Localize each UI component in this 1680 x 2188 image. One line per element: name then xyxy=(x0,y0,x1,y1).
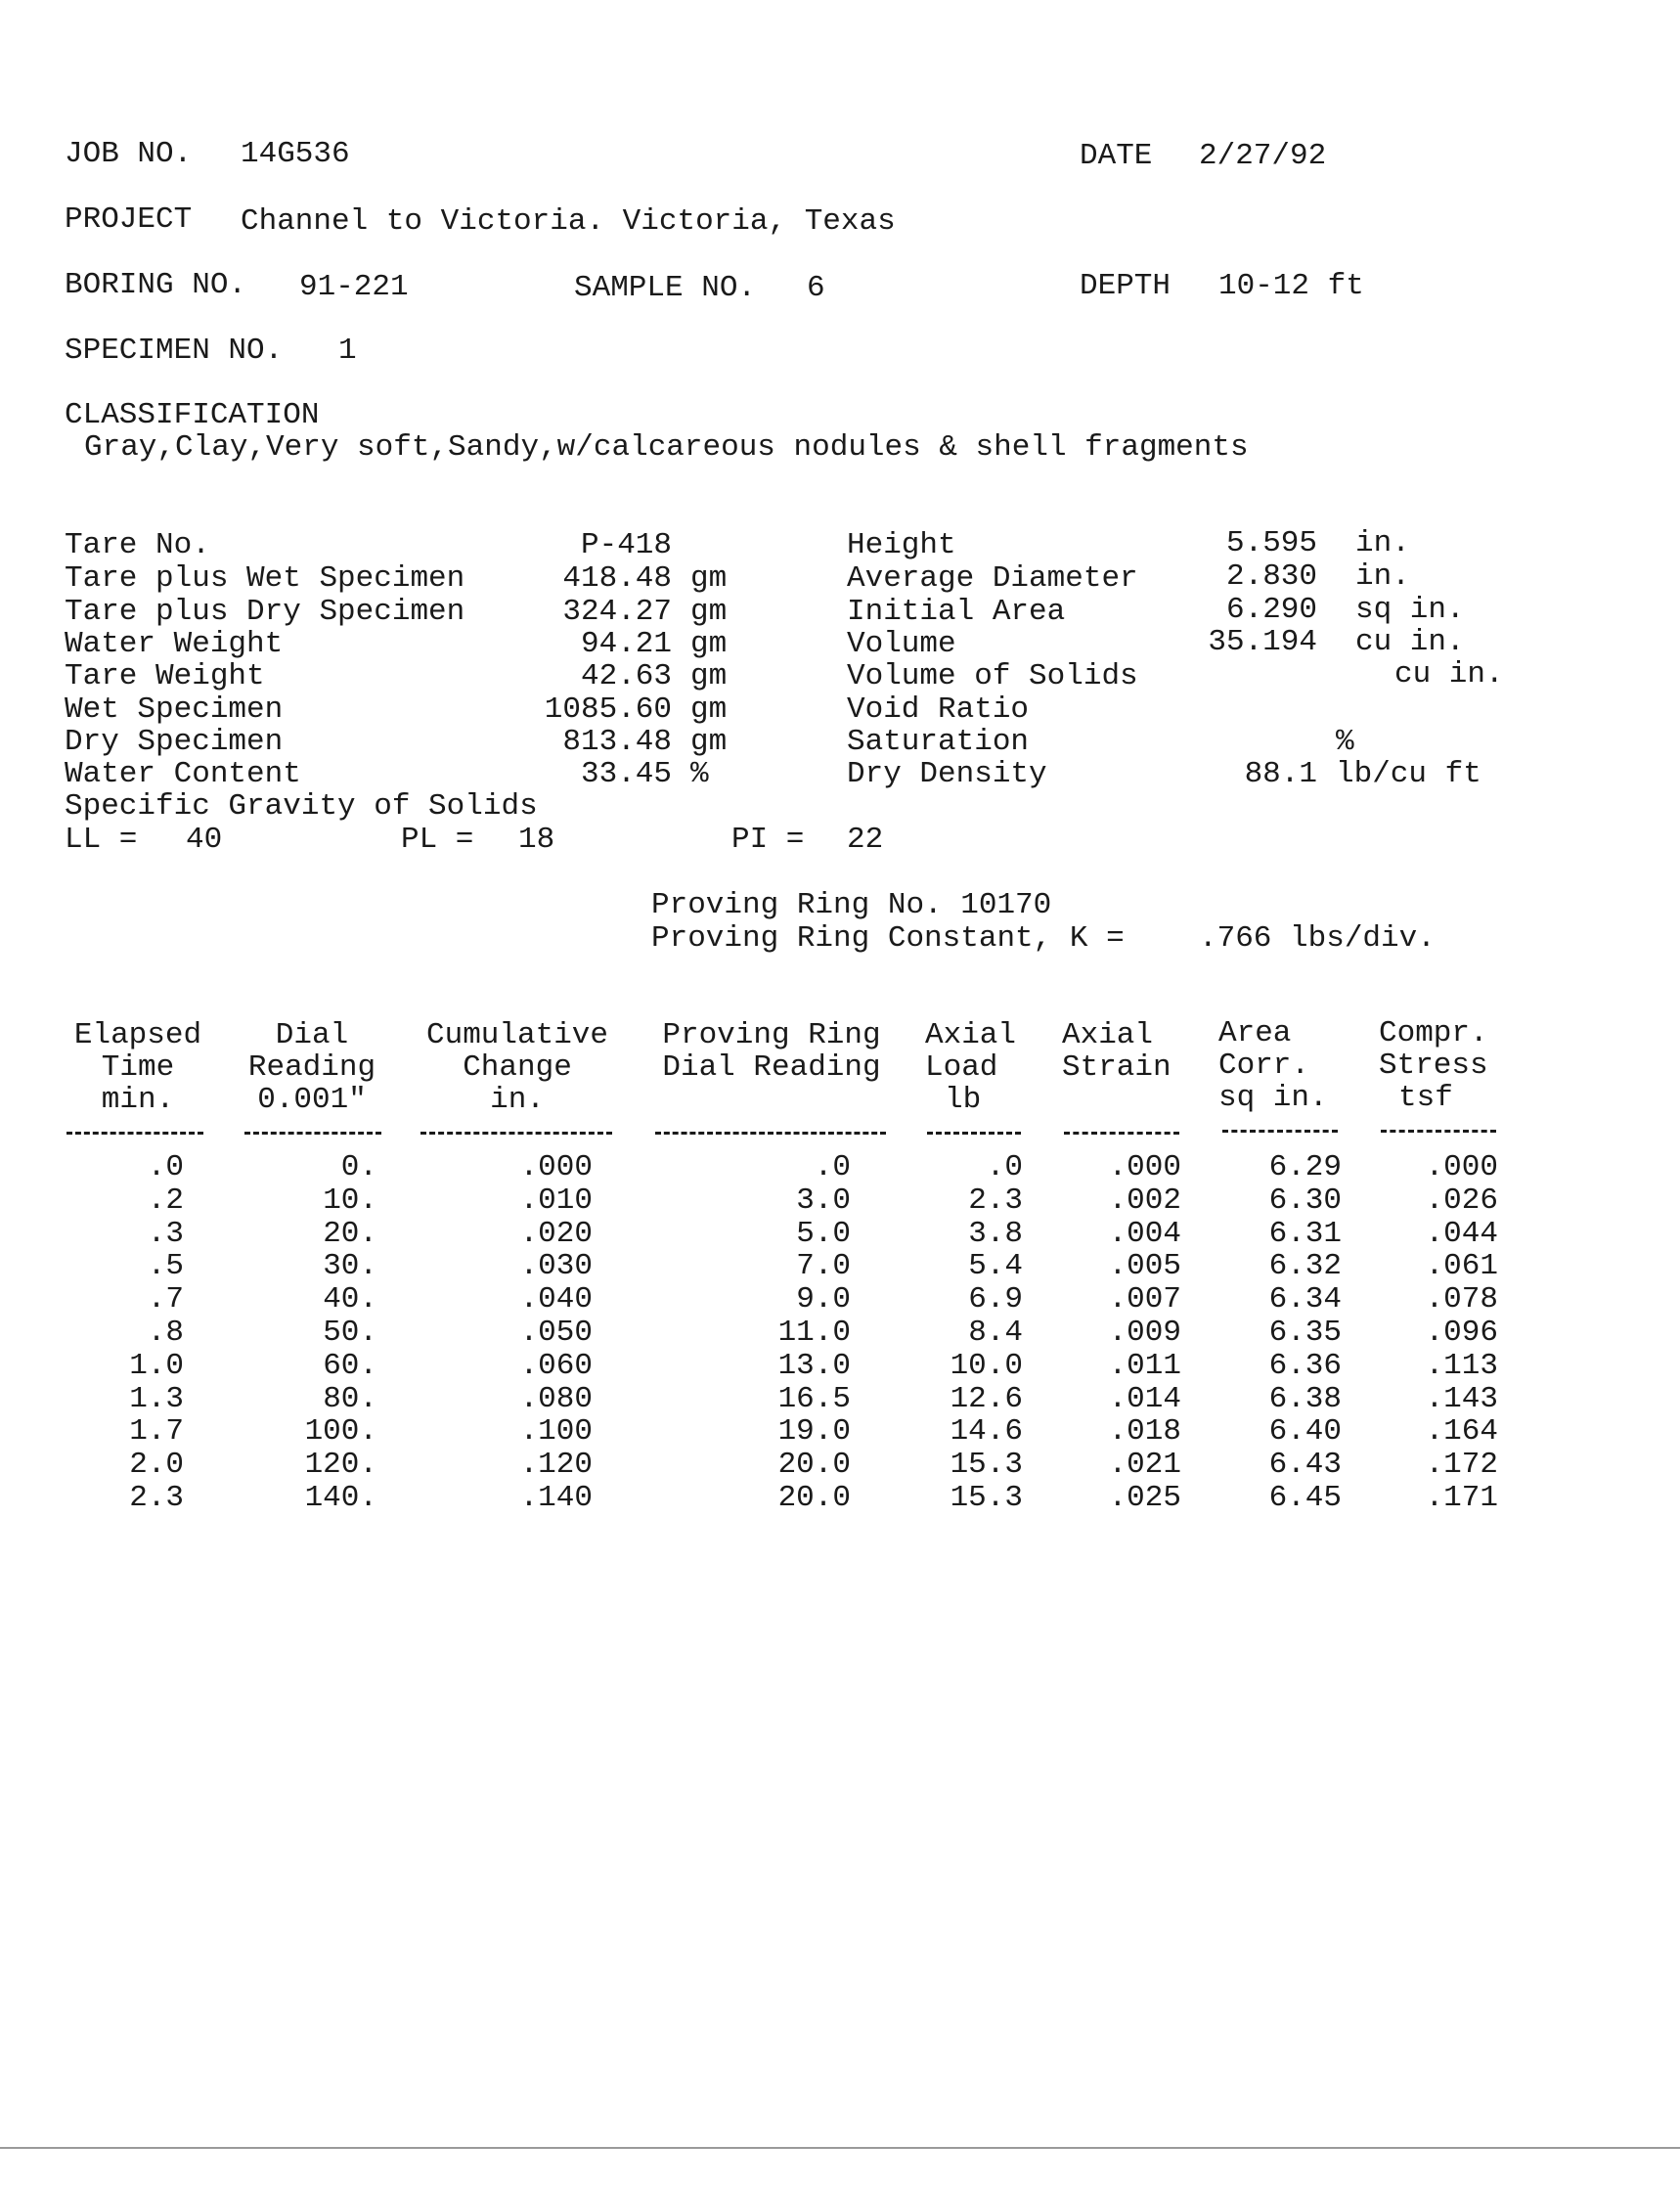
prop-value: 94.21 xyxy=(580,627,672,661)
table-cell: 50. xyxy=(323,1316,377,1350)
dim-value: 2.830 xyxy=(1225,559,1317,594)
prop-label: Tare plus Wet Specimen xyxy=(65,561,465,596)
column-header: Dial Reading xyxy=(662,1050,881,1085)
table-cell: .030 xyxy=(519,1249,593,1283)
header-rule xyxy=(655,1132,886,1135)
table-cell: .7 xyxy=(147,1282,184,1317)
table-cell: 5.4 xyxy=(968,1249,1023,1283)
column-header: Stress xyxy=(1379,1049,1488,1083)
prop-unit: % xyxy=(690,757,709,791)
table-cell: 140. xyxy=(304,1481,377,1515)
table-cell: .5 xyxy=(147,1249,184,1283)
header-rule xyxy=(927,1132,1021,1135)
date-label: DATE xyxy=(1080,139,1153,173)
table-cell: 16.5 xyxy=(777,1382,851,1416)
prop-unit: gm xyxy=(690,561,728,596)
column-header: Cumulative xyxy=(425,1018,609,1052)
depth-label: DEPTH xyxy=(1080,269,1172,303)
column-header: Compr. xyxy=(1379,1016,1488,1050)
prop-value: P-418 xyxy=(580,528,672,562)
table-cell: 12.6 xyxy=(950,1382,1023,1416)
prop-unit: gm xyxy=(690,659,728,693)
sample-no-label: SAMPLE NO. xyxy=(574,271,757,305)
dim-value: 6.290 xyxy=(1225,593,1317,627)
dim-unit: in. xyxy=(1355,526,1410,560)
table-cell: .011 xyxy=(1108,1349,1181,1383)
table-cell: 13.0 xyxy=(777,1349,851,1383)
table-cell: .8 xyxy=(147,1316,184,1350)
table-cell: .120 xyxy=(519,1448,593,1482)
dim-label: Volume xyxy=(847,627,956,661)
table-cell: 6.35 xyxy=(1268,1316,1342,1350)
table-cell: .0 xyxy=(814,1150,851,1184)
dim-label: Dry Density xyxy=(847,757,1047,791)
prop-label: Tare plus Dry Specimen xyxy=(65,595,465,629)
table-cell: 20.0 xyxy=(777,1481,851,1515)
column-header: in. xyxy=(490,1083,545,1117)
table-cell: .100 xyxy=(519,1414,593,1449)
table-cell: 30. xyxy=(323,1249,377,1283)
column-header: Elapsed xyxy=(73,1018,202,1052)
prop-value: 1085.60 xyxy=(544,692,672,727)
table-cell: 40. xyxy=(323,1282,377,1317)
column-header: Reading xyxy=(247,1050,376,1085)
prop-label: Tare Weight xyxy=(65,659,265,693)
classification-label: CLASSIFICATION xyxy=(65,398,320,432)
table-cell: 6.29 xyxy=(1268,1150,1342,1184)
depth-value: 10-12 ft xyxy=(1218,269,1364,303)
dim-unit: sq in. xyxy=(1355,593,1465,627)
dim-label: Average Diameter xyxy=(847,561,1138,596)
pi-value: 22 xyxy=(847,823,884,857)
classification-value: Gray,Clay,Very soft,Sandy,w/calcareous nodules & shell fragments xyxy=(84,430,1249,465)
table-cell: 2.3 xyxy=(129,1481,184,1515)
proving-ring-constant-label: Proving Ring Constant, K = xyxy=(651,921,1125,956)
table-cell: 10. xyxy=(323,1183,377,1218)
table-cell: 3.0 xyxy=(796,1183,851,1218)
table-cell: .096 xyxy=(1425,1316,1498,1350)
table-cell: 14.6 xyxy=(950,1414,1023,1449)
ll-value: 40 xyxy=(186,823,223,857)
prop-label: Water Content xyxy=(65,757,301,791)
table-cell: 6.31 xyxy=(1268,1217,1342,1251)
prop-value: 324.27 xyxy=(562,595,672,629)
table-cell: 20.0 xyxy=(777,1448,851,1482)
table-cell: 1.7 xyxy=(129,1414,184,1449)
table-cell: .050 xyxy=(519,1316,593,1350)
table-cell: 80. xyxy=(323,1382,377,1416)
date-value: 2/27/92 xyxy=(1199,139,1327,173)
prop-value: 33.45 xyxy=(580,757,672,791)
prop-unit: gm xyxy=(690,725,728,759)
table-cell: 120. xyxy=(304,1448,377,1482)
column-header: min. xyxy=(101,1083,175,1117)
project-label: PROJECT xyxy=(65,202,193,237)
column-header: Strain xyxy=(1062,1050,1172,1085)
table-cell: .000 xyxy=(1425,1150,1498,1184)
table-cell: 60. xyxy=(323,1349,377,1383)
header-rule xyxy=(66,1132,203,1135)
table-cell: 2.3 xyxy=(968,1183,1023,1218)
dim-label: Initial Area xyxy=(847,595,1066,629)
table-cell: .080 xyxy=(519,1382,593,1416)
table-cell: .171 xyxy=(1425,1481,1498,1515)
boring-no-value: 91-221 xyxy=(299,270,409,304)
column-header: Change xyxy=(463,1050,572,1085)
table-cell: .2 xyxy=(147,1183,184,1218)
dim-label: Volume of Solids xyxy=(847,659,1138,693)
table-cell: 8.4 xyxy=(968,1316,1023,1350)
column-header: Area xyxy=(1218,1016,1292,1050)
dim-unit: cu in. xyxy=(1355,625,1465,659)
table-cell: 19.0 xyxy=(777,1414,851,1449)
dim-unit: in. xyxy=(1355,559,1410,594)
table-cell: 15.3 xyxy=(950,1448,1023,1482)
table-cell: 5.0 xyxy=(796,1217,851,1251)
table-cell: 3.8 xyxy=(968,1217,1023,1251)
prop-label: Wet Specimen xyxy=(65,692,284,727)
column-header: Axial xyxy=(925,1018,1017,1052)
job-no-value: 14G536 xyxy=(241,137,350,171)
column-header: Load xyxy=(925,1050,998,1085)
table-cell: .000 xyxy=(1108,1150,1181,1184)
prop-unit: gm xyxy=(690,692,728,727)
pl-value: 18 xyxy=(518,823,555,857)
dim-label: Height xyxy=(847,528,956,562)
table-cell: 15.3 xyxy=(950,1481,1023,1515)
column-header: Dial xyxy=(275,1018,349,1052)
ll-label: LL = xyxy=(65,823,138,857)
table-cell: .172 xyxy=(1425,1448,1498,1482)
table-cell: .014 xyxy=(1108,1382,1181,1416)
pl-label: PL = xyxy=(401,823,474,857)
table-cell: .143 xyxy=(1425,1382,1498,1416)
table-cell: .061 xyxy=(1425,1249,1498,1283)
table-cell: .078 xyxy=(1425,1282,1498,1317)
table-cell: 11.0 xyxy=(777,1316,851,1350)
table-cell: 9.0 xyxy=(796,1282,851,1317)
table-cell: .004 xyxy=(1108,1217,1181,1251)
table-cell: 20. xyxy=(323,1217,377,1251)
table-cell: 6.45 xyxy=(1268,1481,1342,1515)
table-cell: 6.34 xyxy=(1268,1282,1342,1317)
column-header: tsf xyxy=(1398,1081,1453,1115)
table-cell: .007 xyxy=(1108,1282,1181,1317)
dim-label: Void Ratio xyxy=(847,692,1030,727)
prop-label: Tare No. xyxy=(65,528,210,562)
column-header: Proving Ring xyxy=(662,1018,881,1052)
table-cell: .002 xyxy=(1108,1183,1181,1218)
table-cell: 7.0 xyxy=(796,1249,851,1283)
column-header: lb xyxy=(945,1083,982,1117)
prop-value: 418.48 xyxy=(562,561,672,596)
table-cell: 10.0 xyxy=(950,1349,1023,1383)
table-cell: 6.36 xyxy=(1268,1349,1342,1383)
project-value: Channel to Victoria. Victoria, Texas xyxy=(241,204,896,239)
header-rule xyxy=(1381,1130,1496,1133)
header-rule xyxy=(420,1132,612,1135)
specimen-no-value: 1 xyxy=(338,334,357,368)
table-cell: 0. xyxy=(340,1150,377,1184)
table-cell: .044 xyxy=(1425,1217,1498,1251)
prop-label: Dry Specimen xyxy=(65,725,284,759)
table-cell: 6.30 xyxy=(1268,1183,1342,1218)
prop-label: Water Weight xyxy=(65,627,284,661)
dim-label: Saturation xyxy=(847,725,1030,759)
table-cell: .026 xyxy=(1425,1183,1498,1218)
column-header: 0.001" xyxy=(257,1083,367,1117)
table-cell: .009 xyxy=(1108,1316,1181,1350)
table-cell: .0 xyxy=(986,1150,1023,1184)
column-header: Axial xyxy=(1062,1018,1154,1052)
page-bottom-rule xyxy=(0,2147,1680,2149)
table-cell: .0 xyxy=(147,1150,184,1184)
table-cell: 1.0 xyxy=(129,1349,184,1383)
table-cell: .020 xyxy=(519,1217,593,1251)
proving-ring-number: Proving Ring No. 10170 xyxy=(651,888,1052,922)
prop-label: Specific Gravity of Solids xyxy=(65,789,538,824)
proving-ring-constant-value: .766 lbs/div. xyxy=(1199,921,1436,956)
table-cell: 2.0 xyxy=(129,1448,184,1482)
table-cell: 6.40 xyxy=(1268,1414,1342,1449)
specimen-no-label: SPECIMEN NO. xyxy=(65,334,284,368)
dim-value: 5.595 xyxy=(1225,526,1317,560)
table-cell: .005 xyxy=(1108,1249,1181,1283)
table-cell: .060 xyxy=(519,1349,593,1383)
table-cell: 6.38 xyxy=(1268,1382,1342,1416)
table-cell: .010 xyxy=(519,1183,593,1218)
table-cell: 6.32 xyxy=(1268,1249,1342,1283)
table-cell: .3 xyxy=(147,1217,184,1251)
dim-value: 88.1 xyxy=(1244,757,1317,791)
dim-unit: cu in. xyxy=(1394,657,1504,692)
column-header: sq in. xyxy=(1218,1081,1328,1115)
header-rule xyxy=(1064,1132,1179,1135)
pi-label: PI = xyxy=(731,823,805,857)
column-header: Corr. xyxy=(1218,1049,1310,1083)
table-cell: .140 xyxy=(519,1481,593,1515)
dim-unit: % xyxy=(1336,725,1354,759)
column-header: Time xyxy=(101,1050,175,1085)
table-cell: .164 xyxy=(1425,1414,1498,1449)
prop-unit: gm xyxy=(690,595,728,629)
prop-unit: gm xyxy=(690,627,728,661)
table-cell: .021 xyxy=(1108,1448,1181,1482)
table-cell: .040 xyxy=(519,1282,593,1317)
boring-no-label: BORING NO. xyxy=(65,268,247,302)
job-no-label: JOB NO. xyxy=(65,137,193,171)
table-cell: 100. xyxy=(304,1414,377,1449)
table-cell: 6.9 xyxy=(968,1282,1023,1317)
table-cell: 6.43 xyxy=(1268,1448,1342,1482)
header-rule xyxy=(1222,1130,1338,1133)
dim-unit: lb/cu ft xyxy=(1336,757,1481,791)
sample-no-value: 6 xyxy=(807,271,825,305)
table-cell: 1.3 xyxy=(129,1382,184,1416)
table-cell: .025 xyxy=(1108,1481,1181,1515)
table-cell: .000 xyxy=(519,1150,593,1184)
header-rule xyxy=(244,1132,381,1135)
prop-value: 42.63 xyxy=(580,659,672,693)
prop-value: 813.48 xyxy=(562,725,672,759)
table-cell: .018 xyxy=(1108,1414,1181,1449)
dim-value: 35.194 xyxy=(1208,625,1317,659)
table-cell: .113 xyxy=(1425,1349,1498,1383)
